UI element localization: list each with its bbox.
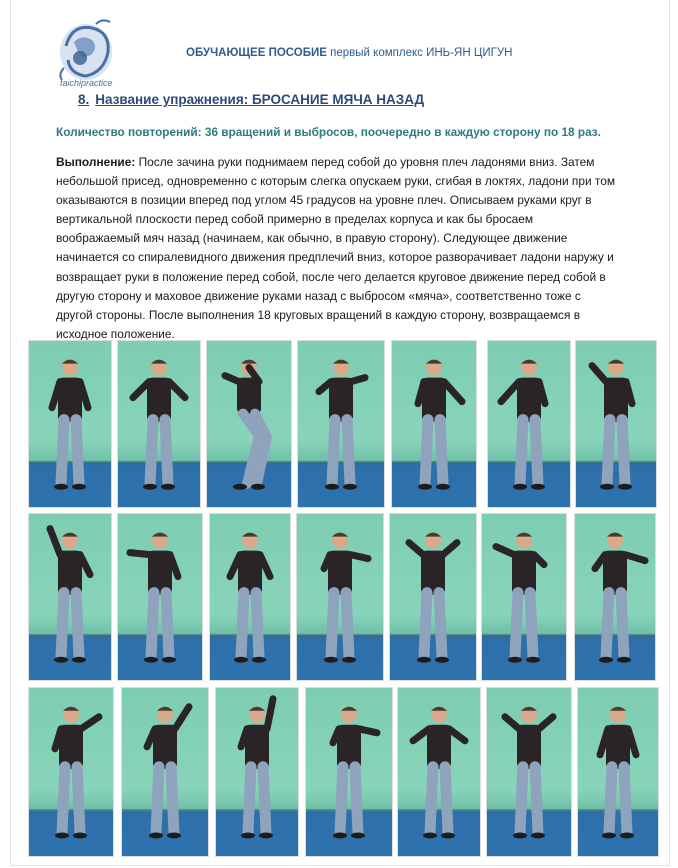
person-figure	[210, 514, 290, 680]
exercise-title	[78, 92, 424, 107]
exercise-photo	[29, 341, 111, 507]
person-figure	[118, 514, 202, 680]
exercise-photo	[29, 514, 111, 680]
person-figure	[298, 341, 384, 507]
person-figure	[398, 688, 480, 856]
exercise-title-text: Название упражнения: БРОСАНИЕ МЯЧА НАЗАД	[95, 92, 425, 107]
person-figure	[29, 341, 111, 507]
exercise-photo	[122, 688, 208, 856]
person-figure	[207, 341, 291, 507]
exercise-photo	[306, 688, 392, 856]
exercise-photo	[578, 688, 658, 856]
person-figure	[488, 341, 570, 507]
logo-caption: taichipractice	[60, 78, 113, 88]
repetitions-text: Количество повторений: 36 вращений и выбросов, поочередно в каждую сторону по 18 раз.	[56, 125, 601, 139]
person-figure	[306, 688, 392, 856]
person-figure	[118, 341, 200, 507]
header-title-bold: ОБУЧАЮЩЕЕ ПОСОБИЕ	[186, 47, 327, 59]
person-figure	[576, 341, 656, 507]
person-figure	[390, 514, 476, 680]
exercise-photo	[207, 341, 291, 507]
person-figure	[297, 514, 383, 680]
exercise-photo	[118, 341, 200, 507]
person-figure	[487, 688, 571, 856]
exercise-photo	[297, 514, 383, 680]
exercise-photo	[216, 688, 298, 856]
person-figure	[578, 688, 658, 856]
person-figure	[29, 688, 113, 856]
exercise-photo	[298, 341, 384, 507]
exercise-photo	[29, 688, 113, 856]
exercise-photo	[392, 341, 476, 507]
person-figure	[392, 341, 476, 507]
exercise-photo	[390, 514, 476, 680]
exercise-photo	[482, 514, 566, 680]
exercise-number: 8.	[78, 92, 90, 107]
person-figure	[29, 514, 111, 680]
exercise-photo	[576, 341, 656, 507]
person-figure	[122, 688, 208, 856]
exercise-photo	[487, 688, 571, 856]
description-text: После зачина руки поднимаем перед собой до уровня плеч ладонями вниз. Затем небольшой присед, одновременно с которым слегка опускаем руки, сгибая в локтях, ладони при том оказываются в позиции вперед под углом 45 градусов на уровне плеч. Описываем руками круг в вертикальной плоскости перед собой примерно в пределах корпуса и как бы бросаем воображаемый мяч назад (начинаем, как обычно, в правую сторону). Следующее движение начинается со спиралевидного движения предплечий вниз, которое разворачивает ладони наружу и возвращает руки в положение перед собой, после чего делается круговое движение перед собой в другую сторону и маховое движение руками назад с выбросом «мяча», соответственно тоже с другой стороны. После выполнения 18 круговых вращений в каждую сторону, возвращаемся в исходное положение.	[56, 155, 615, 341]
exercise-photo	[488, 341, 570, 507]
person-figure	[482, 514, 566, 680]
exercise-photo	[210, 514, 290, 680]
page-header	[186, 47, 512, 59]
person-figure	[575, 514, 655, 680]
header-title-rest: первый комплекс ИНЬ-ЯН ЦИГУН	[326, 47, 513, 59]
description-lead: Выполнение:	[56, 155, 136, 169]
description	[56, 153, 616, 344]
exercise-photo	[575, 514, 655, 680]
exercise-photo	[398, 688, 480, 856]
exercise-photo	[118, 514, 202, 680]
person-figure	[216, 688, 298, 856]
